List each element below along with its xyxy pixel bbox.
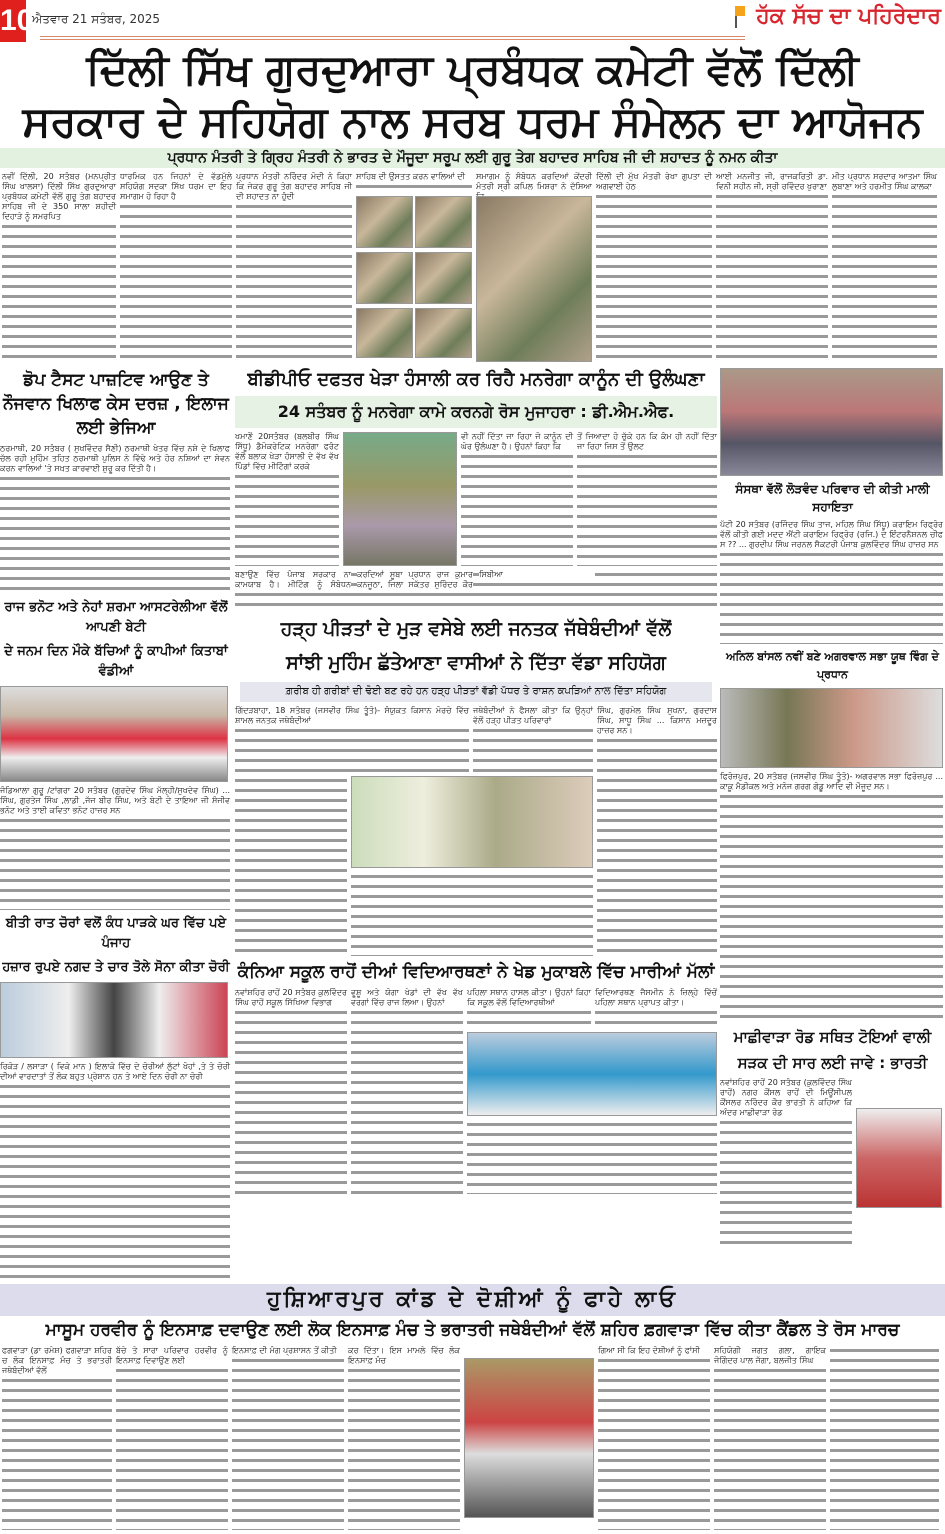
school-body-col3: ਪਹਿਲਾ ਸਥਾਨ ਹਾਸਲ ਕੀਤਾ। ਉਹਨਾਂ ਕਿਹਾ ਕਿ ਸਕੂਲ ਵੱਲੋਂ ਵਿਦਿਆਰਥੀਆਂ — [467, 988, 591, 1028]
bansal-headline: ਅਨਿਲ ਬਾਂਸਲ ਨਵੀਂ ਬਣੇ ਅਗਰਵਾਲ ਸਭਾ ਯੂਥ ਵਿੰਗ ਦੇ ਪ੍ਰਧਾਨ — [726, 650, 939, 681]
bhanot-headline-2: ਦੇ ਜਨਮ ਦਿਨ ਮੌਕੇ ਬੱਚਿਆਂ ਨੂੰ ਕਾਪੀਆਂ ਕਿਤਾਬਾਂ ਵੰਡੀਆਂ — [4, 644, 228, 679]
road-headline-2: ਸੜਕ ਦੀ ਸਾਰ ਲਈ ਜਾਵੇ : ਭਾਰਤੀ — [737, 1054, 928, 1072]
bhanot-body: ਜੰਡਿਆਲਾ ਗੁਰੂ /ਟਾਂਗਰਾ 20 ਸਤੰਬਰ (ਗੁਰਦੇਵ ਸਿੰਘ ਮੱਲ੍ਹੀ/ਸੁਖਦੇਵ ਸਿੰਘ) ... ਸਿੰਘ, ਗੁਰਤੇਜ ਸਿੰਘ ,ਲਾਡੀ ,ਜੱਜ ਬੀਰ ਸਿੰਘ, ਅਤੇ ਬੇਟੀ ਦੇ ਤਾਇਆ ਜੀ ਸੰਜੀਵ ਭਨੋਟ ਅਤੇ ਤਾਈ ਕਵਿਤਾ ਭਨੋਟ ਹਾਜ਼ਰ ਸਨ — [0, 786, 230, 910]
lead-photo-4 — [415, 252, 472, 304]
lead-body-col7: ਆਈ ਮਨਜੀਤ ਜੀ, ਰਾਜਕਰਿਤੀ ਡਾ. ਵਿਨੀ ਸਹੀਨ ਜੀ, ਸ੍ਰੀ ਰਵਿੰਦਰ ਖੁਰਾਣਾ — [716, 172, 828, 362]
hoshiarpur-body-col4: ਕਰ ਦਿੱਤਾ। ਇਸ ਮਾਮਲੇ ਵਿੱਚ ਲੋਕ ਇਨਸਾਫ਼ ਮੰਚ — [348, 1346, 460, 1530]
flood-subhead: ਗ਼ਰੀਬ ਹੀ ਗਰੀਬਾਂ ਦੀ ਢੋਈ ਬਣ ਰਹੇ ਹਨ ਹੜ੍ਹ ਪੀੜਤਾਂ ਵੱਡੀ ਪੱਧਰ ਤੇ ਰਾਸ਼ਨ ਕਪੜਿਆਂ ਨਾਲ ਦਿੱਤਾ ਸਹਿਯੋਗ — [240, 682, 712, 702]
hoshiarpur-body-col1: ਫਗਵਾੜਾ (ਡਾ ਰਮੇਸ਼) ਫਗਵਾੜਾ ਸ਼ਹਿਰ ਚ ਲੋਕ ਇਨਸਾਫ਼ ਮੰਚ ਤੇ ਭਰਾਤਰੀ ਜਥੇਬੰਦੀਆਂ ਵੱਲੋਂ — [2, 1346, 112, 1530]
logo-text: ਹੱਕ ਸੱਚ ਦਾ ਪਹਿਰੇਦਾਰ — [756, 4, 941, 29]
hoshiarpur-body-col6: ਸਹਿਯੋਗੀ ਜਗਤ ਗਲਾ, ਗਾਇਕ ਜੋਗਿੰਦਰ ਪਾਲ ਜੱਗਾ, ਬਲਜੀਤ ਸਿੰਘ — [714, 1346, 826, 1530]
lead-headline-1: ਦਿੱਲੀ ਸਿੱਖ ਗੁਰਦੁਆਰਾ ਪ੍ਰਬੰਧਕ ਕਮੇਟੀ ਵੱਲੋਂ ਦਿੱਲੀ — [86, 45, 859, 94]
hoshiarpur-banner: ਹੁਸ਼ਿਆਰਪੁਰ ਕਾਂਡ ਦੇ ਦੋਸ਼ੀਆਂ ਨੂੰ ਫਾਹੇ ਲਾਓ — [0, 1284, 945, 1316]
hoshiarpur-body-col5: ਗਿਆ ਸੀ ਕਿ ਇਹ ਦੋਸ਼ੀਆਂ ਨੂੰ ਫਾਂਸੀ — [598, 1346, 710, 1530]
flood-photo — [351, 776, 593, 868]
theft-headline-1: ਬੀਤੀ ਰਾਤ ਚੋਰਾਂ ਵਲੋਂ ਕੰਧ ਪਾੜਕੇ ਘਰ ਵਿੱਚ ਪਏ ਪੰਜਾਹ — [5, 916, 227, 951]
lead-photo-3 — [356, 252, 413, 304]
hoshiarpur-headline: ਮਾਸੂਮ ਹਰਵੀਰ ਨੂੰ ਇਨਸਾਫ਼ ਦਵਾਉਣ ਲਈ ਲੋਕ ਇਨਸਾਫ਼ ਮੰਚ ਤੇ ਭਰਾਤਰੀ ਜਥੇਬੰਦੀਆਂ ਵੱਲੋਂ ਸ਼ਹਿਰ ਫ਼ਗਵਾੜਾ ਵਿੱਚ ਕੀਤਾ ਕੈਂਡਲ ਤੇ ਰੋਸ ਮਾਰਚ — [45, 1320, 900, 1340]
right-column — [720, 368, 945, 1278]
flood-body-col5 — [351, 872, 593, 956]
mgnrega-body-col2: ਵੀ ਨਹੀਂ ਦਿੱਤਾ ਜਾ ਰਿਹਾ ਜੋ ਕਾਨੂੰਨ ਦੀ ਘੋਰ ਉਲੰਘਣਾ ਹੈ। ਉਹਨਾਂ ਕਿਹਾ ਕਿ — [461, 432, 573, 566]
lead-body-col2: ਧਾਰਮਿਕ ਹਨ ਜਿਹਨਾਂ ਦੇ ਵੱਡਮੁੱਲੇ ਸਹਿਯੋਗ ਸਦਕਾ ਸਿੱਖ ਧਰਮ ਦਾ ਇਹ ਸਮਾਗਮ ਹੋ ਰਿਹਾ ਹੈ — [120, 172, 232, 362]
mgnrega-photo — [343, 432, 457, 566]
mgnrega-headline: ਬੀਡੀਪੀਓ ਦਫਤਰ ਖੇੜਾ ਹੰਸਾਲੀ ਕਰ ਰਿਹੈ ਮਨਰੇਗਾ ਕਾਨੂੰਨ ਦੀ ਉਲੰਘਣਾ — [247, 369, 705, 390]
hoshiarpur-body-col2: ਬੱਚੇ ਤੇ ਸਾਰਾ ਪਰਿਵਾਰ ਹਰਵੀਰ ਨੂੰ ਇਨਸਾਫ਼ ਦਿਵਾਉਣ ਲਈ — [116, 1346, 228, 1530]
school-headline: ਕੰਨਿਆ ਸਕੂਲ ਰਾਹੋਂ ਦੀਆਂ ਵਿਦਿਆਰਥਣਾਂ ਨੇ ਖੇਡ ਮੁਕਾਬਲੇ ਵਿੱਚ ਮਾਰੀਆਂ ਮੱਲਾਂ — [237, 962, 715, 982]
lead-photo-7 — [476, 196, 592, 362]
road-headline-1: ਮਾਛੀਵਾੜਾ ਰੋਡ ਸਥਿਤ ਟੋਇਆਂ ਵਾਲੀ — [733, 1028, 932, 1046]
mgnrega-body-col3: ਤੋਂ ਜਿਆਦਾ ਹੋ ਚੁੱਕੇ ਹਨ ਕਿ ਕੰਮ ਹੀ ਨਹੀਂ ਦਿੱਤਾ ਜਾ ਰਿਹਾ ਜਿਸ ਤੋਂ ਉਲਟ — [577, 432, 717, 566]
school-body-col1: ਨਵਾਂਸ਼ਹਿਰ ਰਾਹੋਂ 20 ਸਤੰਬਰ ਕੁਲਵਿੰਦਰ ਸਿੰਘ ਰਾਹੋਂ ਸਕੂਲ ਸਿੱਖਿਆ ਵਿਭਾਗ — [235, 988, 347, 1194]
school-photo — [467, 1032, 717, 1116]
dope-body: ਠਰਮਾਥੀ, 20 ਸਤੰਬਰ ( ਸੁਖਵਿੰਦਰ ਸੈਣੀ) ਠਰਮਾਥੀ ਖੇਤਰ ਵਿੱਚ ਨਸ਼ੇ ਦੇ ਖਿਲਾਫ ਚੱਲ ਰਹੀ ਮੁਹਿੰਮ ਤਹਿਤ ਠਰਮਾਥੀ ਪੁਲਿਸ ਨੇ ਵਿੱਢੇ ਅਤੇ ਹੋਰ ਨਸ਼ਿਆਂ ਦਾ ਸੇਵਨ ਕਰਨ ਵਾਲਿਆਂ 'ਤੇ ਸਖ਼ਤ ਕਾਰਵਾਈ ਸ਼ੁਰੂ ਕਰ ਦਿੱਤੀ ਹੈ। — [0, 444, 230, 594]
issue-date: ਐਤਵਾਰ 21 ਸਤੰਬਰ, 2025 — [32, 12, 161, 26]
school-body-col5 — [467, 1120, 717, 1194]
lead-body — [0, 172, 945, 362]
lead-body-col6: ਦਿੱਲੀ ਦੀ ਮੁੱਖ ਮੰਤਰੀ ਰੇਖਾ ਗੁਪਤਾ ਦੀ ਅਗਵਾਈ ਹੇਠ — [596, 172, 712, 362]
lead-photo-2 — [415, 196, 472, 248]
flood-headline-2: ਸਾਂਝੀ ਮੁਹਿੰਮ ਛੱਤੇਆਣਾ ਵਾਸੀਆਂ ਨੇ ਦਿੱਤਾ ਵੱਡਾ ਸਹਿਯੋਗ — [286, 652, 666, 674]
lead-body-col1: ਨਵੀਂ ਦਿੱਲੀ, 20 ਸਤੰਬਰ (ਮਨਪ੍ਰੀਤ ਸਿੰਘ ਖਾਲਸਾ) ਦਿੱਲੀ ਸਿੱਖ ਗੁਰਦੁਆਰਾ ਪ੍ਰਬੰਧਕ ਕਮੇਟੀ ਵੱਲੋਂ ਗੁਰੂ ਤੇਗ ਬਹਾਦਰ ਸਾਹਿਬ ਜੀ ਦੇ 350 ਸਾਲਾ ਸ਼ਹੀਦੀ ਦਿਹਾੜੇ ਨੂੰ ਸਮਰਪਿਤ — [2, 172, 116, 362]
hoshiarpur-body-col7 — [830, 1346, 939, 1530]
middle-band — [0, 368, 945, 1278]
theft-photo — [0, 982, 228, 1058]
flood-body-col2: ਜਥੇਬੰਦੀਆਂ ਨੇ ਫੈਸਲਾ ਕੀਤਾ ਕਿ ਉਨ੍ਹਾਂ ਵੱਲੋਂ ਹੜ੍ਹ ਪੀੜਤ ਪਰਿਵਾਰਾਂ — [473, 706, 593, 772]
dope-headline: ਡੋਪ ਟੈਸਟ ਪਾਜ਼ਟਿਵ ਆਉਣ ਤੇ ਨੌਜਵਾਨ ਖਿਲਾਫ ਕੇਸ ਦਰਜ਼ , ਇਲਾਜ ਲਈ ਭੇਜਿਆ — [3, 370, 229, 438]
flood-body-col3: ਸਿੰਘ, ਗੁਰਮੇਲ ਸਿੰਘ ਸੁਖਨਾ, ਗੁਰਦਾਸ ਸਿੰਘ, ਸਾਧੂ ਸਿੰਘ ... ਕਿਸਾਨ ਮਜ਼ਦੂਰ ਹਾਜ਼ਰ ਸਨ। — [597, 706, 717, 956]
theft-body: ਰਿਕੋੜ / ਲਸਾੜਾ ( ਵਿਕੇ ਮਾਨ ) ਇਲਾਕੇ ਵਿੱਚ ਦੇ ਚੋਰੀਆਂ ਲੁੱਟਾਂ ਖੋਹਾਂ ,ਤੇ ਤੇ ਚੋਰੀ ਦੀਆਂ ਵਾਰਦਾਤਾਂ ਤੋਂ ਲੋਕ ਬਹੁਤ ਪ੍ਰੇਸ਼ਾਨ ਹਨ ਤੇ ਆਏ ਦਿਨ ਚੋਰੀ ਨਾ ਚੋਰੀ — [0, 1062, 230, 1278]
left-column — [0, 368, 232, 1278]
sanstha-headline: ਸੰਸਥਾ ਵੱਲੋਂ ਲੋੜਵੰਦ ਪਰਿਵਾਰ ਦੀ ਕੀਤੀ ਮਾਲੀ ਸਹਾਇਤਾ — [735, 482, 930, 514]
bhanot-photo — [0, 686, 228, 782]
masthead — [0, 0, 945, 44]
flood-headline-1: ਹੜ੍ਹ ਪੀੜਤਾਂ ਦੇ ਮੁੜ ਵਸੇਬੇ ਲਈ ਜਨਤਕ ਜੱਥੇਬੰਦੀਆਂ ਵੱਲੋਂ — [280, 618, 672, 640]
lead-headline-2: ਸਰਕਾਰ ਦੇ ਸਹਿਯੋਗ ਨਾਲ ਸਰਬ ਧਰਮ ਸੰਮੇਲਨ ਦਾ ਆਯੋਜਨ — [22, 97, 923, 146]
masthead-rule — [40, 36, 745, 40]
hoshiarpur-photo — [464, 1358, 594, 1518]
sanstha-photo — [720, 368, 943, 476]
mgnrega-body-col1: ਖਮਾਣੋਂ 20ਸਤੰਬਰ (ਬਲਬੀਰ ਸਿੰਘ ਸਿੱਧੂ) ਡੈਮੋਕਰੇਟਿਕ ਮਨਰੇਗਾ ਫਰੰਟ ਵੱਲੋਂ ਬਲਾਕ ਖੇੜਾ ਹੰਸਾਲੀ ਦੇ ਵੱਖ ਵੱਖ ਪਿੰਡਾਂ ਵਿੱਚ ਮੀਟਿੰਗਾਂ ਕਰਕੇ — [235, 432, 339, 566]
middle-column — [235, 368, 717, 1278]
bansal-body: ਫਿਰੋਜ਼ਪੁਰ, 20 ਸਤੰਬਰ (ਜਸਵੀਰ ਸਿੰਘ ਤੂੰਤੋ)- ਅਗਰਵਾਲ ਸਭਾ ਫਿਰੋਜ਼ਪੁਰ ... ਕਾਕੂ ਮੈਡੀਕਲ ਅਤੇ ਮਨੋਜ ਗਰਗ ਗੋਡੂ ਆਦਿ ਵੀ ਮੌਜੂਦ ਸਨ। — [720, 772, 943, 1022]
road-author-photo — [856, 1108, 942, 1208]
school-body-col2: ਵੂਸ਼ੂ ਅਤੇ ਯੋਗਾ ਖੇਡਾਂ ਦੀ ਵੱਖ ਵੱਖ ਵਰਗਾਂ ਵਿੱਚ ਰਾਜ ਲਿਆ। ਉਹਨਾਂ — [351, 988, 463, 1194]
flood-body-col1: ਗਿੱਦੜਬਾਹਾ, 18 ਸਤੰਬਰ (ਜਸਵੀਰ ਸਿੰਘ ਤੂੰਤੋ)- ਸੰਯੁਕਤ ਕਿਸਾਨ ਮੋਰਚੇ ਵਿੱਚ ਸ਼ਾਮਲ ਜਨਤਕ ਜਥੇਬੰਦੀਆਂ — [235, 706, 469, 772]
lead-body-col5: ਸਮਾਗਮ ਨੂੰ ਸੰਬੋਧਨ ਕਰਦਿਆਂ ਕੇਂਦਰੀ ਮੰਤਰੀ ਸ੍ਰੀ ਕਪਿਲ ਮਿਸ਼ਰਾ ਨੇ ਦੱਸਿਆ — [476, 172, 592, 192]
lead-body-col3: ਪ੍ਰਧਾਨ ਮੰਤਰੀ ਨਰਿੰਦਰ ਮੋਦੀ ਨੇ ਕਿਹਾ ਕਿ ਜੇਕਰ ਗੁਰੂ ਤੇਗ ਬਹਾਦਰ ਸਾਹਿਬ ਜੀ ਦੀ ਸ਼ਹਾਦਤ ਨਾ ਹੁੰਦੀ — [236, 172, 352, 362]
school-body-col4: ਵਿਦਿਆਰਥਣ ਜੈਸਮੀਨ ਨੇ ਜ਼ਿਲ੍ਹੇ ਵਿੱਚੋਂ ਪਹਿਲਾ ਸਥਾਨ ਪ੍ਰਾਪਤ ਕੀਤਾ। — [595, 988, 717, 1028]
page-number: 10 — [0, 0, 26, 42]
hoshiarpur-body-col3: ਇਨਸਾਫ਼ ਦੀ ਮੰਗ ਪ੍ਰਸ਼ਾਸਨ ਤੋਂ ਕੀਤੀ — [232, 1346, 344, 1530]
bhanot-headline-1: ਰਾਜ ਭਨੋਟ ਅਤੇ ਨੇਹਾਂ ਸ਼ਰਮਾ ਆਸਟਰੇਲੀਆ ਵੱਲੋਂ ਆਪਣੀ ਬੇਟੀ — [4, 600, 228, 635]
lead-body-col4: ਸਾਹਿਬ ਦੀ ਉਸਤਤ ਕਰਨ ਵਾਲਿਆਂ ਦੀ — [356, 172, 472, 192]
mgnrega-body-col4: ਬਣਾਉਣ ਵਿੱਚ ਪੰਜਾਬ ਸਰਕਾਰ ਨਾ ਕਾਮਯਾਬ ਹੈ। ਮੀਟਿੰਗ ਨੂੰ ਸੰਬੋਧਨ ਕਰਦਿਆਂ ਸੂਬਾ ਪ੍ਰਧਾਨ ਰਾਜ ਕੁਮਾਰ ਕਨਜੂਠਾ, ਜਿਲਾ ਸਕੱਤਰ ਸੁਰਿੰਦਰ ਕੌਰ ਸਿਬੀਆ — [235, 570, 717, 610]
road-body: ਨਵਾਂਸ਼ਹਿਰ ਰਾਹੋਂ 20 ਸਤੰਬਰ (ਕੁਲਵਿੰਦਰ ਸਿੰਘ ਰਾਹੋਂ) ਨਗਰ ਕੌਂਸਲ ਰਾਹੋਂ ਦੀ ਮਿਊਂਸੀਪਲ ਕੌਂਸਲਰ ਨਰਿੰਦਰ ਕੌਰ ਭਾਰਤੀ ਨੇ ਕਹਿਆ ਕਿ ਅੰਦਰ ਮਾਛੀਵਾੜਾ ਰੋਡ — [720, 1078, 852, 1244]
bansal-photo — [720, 688, 943, 768]
lead-photo-1 — [356, 196, 413, 248]
flag-icon — [733, 6, 749, 28]
theft-headline-2: ਹਜ਼ਾਰ ਰੁਪਏ ਨਗਦ ਤੇ ਚਾਰ ਤੋਲੇ ਸੋਨਾ ਕੀਤਾ ਚੋਰੀ — [2, 960, 230, 975]
lead-subhead: ਪ੍ਰਧਾਨ ਮੰਤਰੀ ਤੇ ਗ੍ਰਿਹ ਮੰਤਰੀ ਨੇ ਭਾਰਤ ਦੇ ਮੌਜੂਦਾ ਸਰੂਪ ਲਈ ਗੁਰੂ ਤੇਗ ਬਹਾਦਰ ਸਾਹਿਬ ਜੀ ਦੀ ਸ਼ਹਾਦਤ ਨੂੰ ਨਮਨ ਕੀਤਾ — [0, 148, 945, 168]
lead-photo-5 — [356, 308, 413, 358]
newspaper-logo — [733, 4, 941, 29]
lead-body-col8: ਮੀਤ ਪ੍ਰਧਾਨ ਸਰਦਾਰ ਆਤਮਾ ਸਿੰਘ ਲੁਬਾਣਾ ਅਤੇ ਹਰਮੀਤ ਸਿੰਘ ਕਾਲਕਾ — [832, 172, 937, 362]
lead-photo-6 — [415, 308, 472, 358]
hoshiarpur-body — [0, 1344, 945, 1534]
flood-body-col4 — [235, 776, 347, 956]
sanstha-body: ਪੱਟੀ 20 ਸਤੰਬਰ (ਰਜਿੰਦਰ ਸਿੰਘ ਤਾਜ, ਮਹਿਲ ਸਿੰਘ ਸਿੱਧੂ) ਕਰਾਇਮ ਰਿਫ੍ਰੋਰ ਵੱਲੋਂ ਕੀਤੀ ਗਈ ਮਦਦ ਐਂਟੀ ਕਰਾਇਮ ਰਿਫ੍ਰੋਰ (ਰਜਿ.) ਦੇ ਇੰਟਰਨੈਸ਼ਨਲ ਚੀਫ ਸ ?? ... ਗੁਰਦੀਪ ਸਿੰਘ ਜਰਨਲ ਸੈਕਟਰੀ ਪੰਜਾਬ ਕੁਲਵਿੰਦਰ ਸਿੰਘ ਹਾਜ਼ਰ ਸਨ — [720, 520, 943, 644]
mgnrega-subhead: 24 ਸਤੰਬਰ ਨੂੰ ਮਨਰੇਗਾ ਕਾਮੇ ਕਰਨਗੇ ਰੋਸ ਮੁਜਾਹਰਾ : ਡੀ.ਐਮ.ਐਫ. — [235, 396, 717, 428]
